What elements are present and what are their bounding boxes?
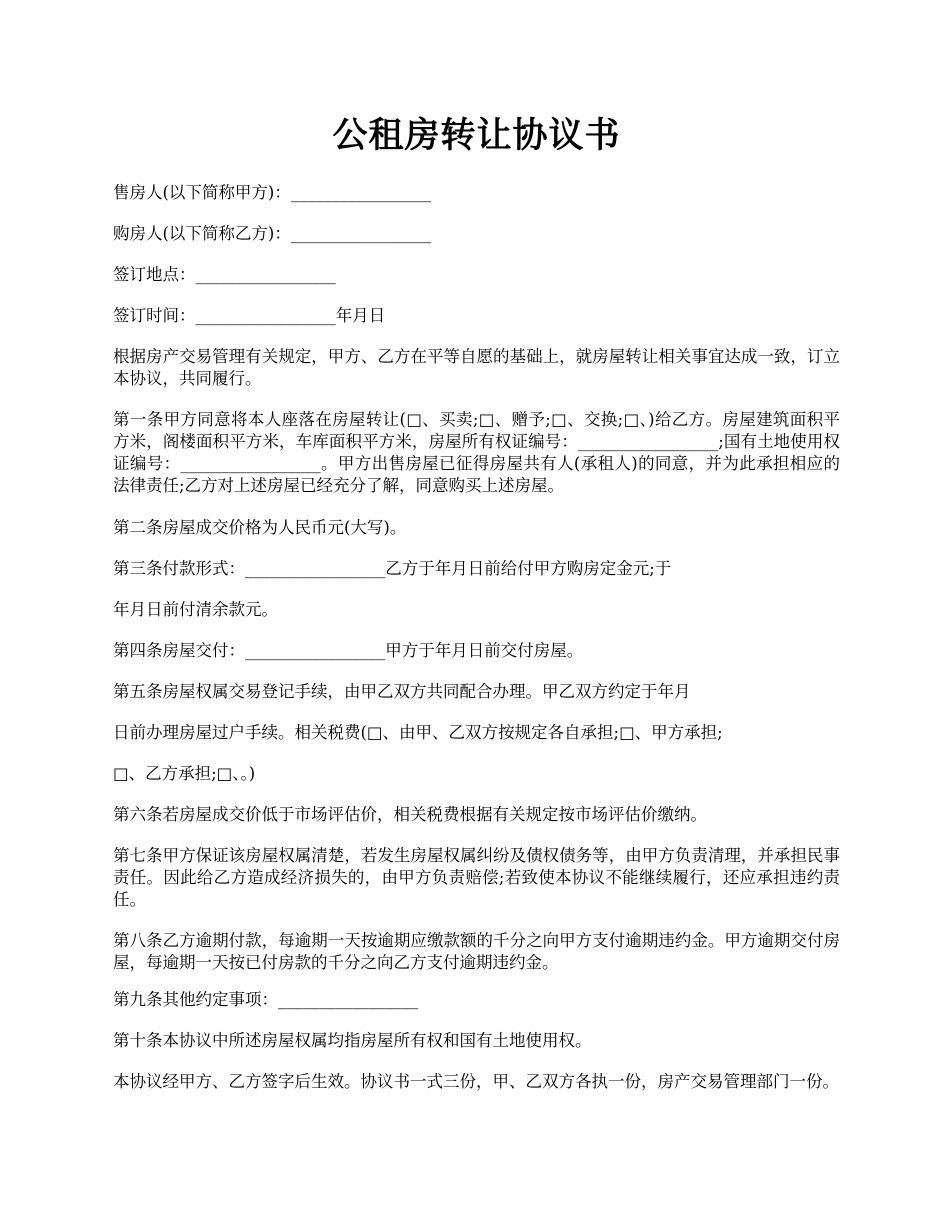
closing-paragraph: 本协议经甲方、乙方签字后生效。协议书一式三份，甲、乙双方各执一份，房产交易管理部门一份。 bbox=[113, 1072, 839, 1091]
article-3-paragraph: 第三条付款形式：_________________乙方于年月日前给付甲方购房定金元;于 bbox=[113, 559, 672, 578]
seller-line: 售房人(以下简称甲方)：_________________ bbox=[113, 183, 432, 202]
article-5-continuation-2: □、乙方承担;□、。) bbox=[113, 764, 256, 783]
article-4-paragraph: 第四条房屋交付：_________________甲方于年月日前交付房屋。 bbox=[113, 641, 584, 660]
signing-place-line: 签订地点：_________________ bbox=[113, 265, 336, 284]
article-6-paragraph: 第六条若房屋成交价低于市场评估价，相关税费根据有关规定按市场评估价缴纳。 bbox=[113, 805, 707, 824]
article-9-paragraph: 第九条其他约定事项：_________________ bbox=[113, 990, 419, 1009]
document-title: 公租房转让协议书 bbox=[332, 115, 621, 156]
article-1-paragraph: 第一条甲方同意将本人座落在房屋转让(□、买卖;□、赠予;□、交换;□、)给乙方。房屋建筑面积平方米，阁楼面积平方米，车库面积平方米，房屋所有权证编号：_________________;国有土地使用权证编号：_________________。甲方出售房屋已征得房屋共有人(承租人)的同意，并为此承担相应的法律责任;乙方对上述房屋已经充分了解，同意购买上述房屋。 bbox=[113, 410, 840, 495]
article-10-paragraph: 第十条本协议中所述房屋权属均指房屋所有权和国有土地使用权。 bbox=[113, 1031, 592, 1050]
preamble-paragraph: 根据房产交易管理有关规定，甲方、乙方在平等自愿的基础上，就房屋转让相关事宜达成一致，订立本协议，共同履行。 bbox=[113, 347, 840, 388]
article-5-continuation-1: 日前办理房屋过户手续。相关税费(□、由甲、乙双方按规定各自承担;□、甲方承担; bbox=[113, 723, 723, 742]
article-2-paragraph: 第二条房屋成交价格为人民币元(大写)。 bbox=[113, 518, 407, 537]
signing-time-line: 签订时间：_________________年月日 bbox=[113, 306, 386, 325]
article-5-paragraph: 第五条房屋权属交易登记手续，由甲乙双方共同配合办理。甲乙双方约定于年月 bbox=[113, 682, 691, 701]
article-7-paragraph: 第七条甲方保证该房屋权属清楚，若发生房屋权属纠纷及债权债务等，由甲方负责清理，并承担民事责任。因此给乙方造成经济损失的，由甲方负责赔偿;若致使本协议不能继续履行，还应承担违约责任。 bbox=[113, 846, 840, 909]
buyer-line: 购房人(以下简称乙方)：_________________ bbox=[113, 224, 432, 243]
article-3-continuation: 年月日前付清余款元。 bbox=[113, 600, 278, 619]
article-8-paragraph: 第八条乙方逾期付款，每逾期一天按逾期应缴款额的千分之向甲方支付逾期违约金。甲方逾期交付房屋，每逾期一天按已付房款的千分之向乙方支付逾期违约金。 bbox=[113, 931, 840, 972]
